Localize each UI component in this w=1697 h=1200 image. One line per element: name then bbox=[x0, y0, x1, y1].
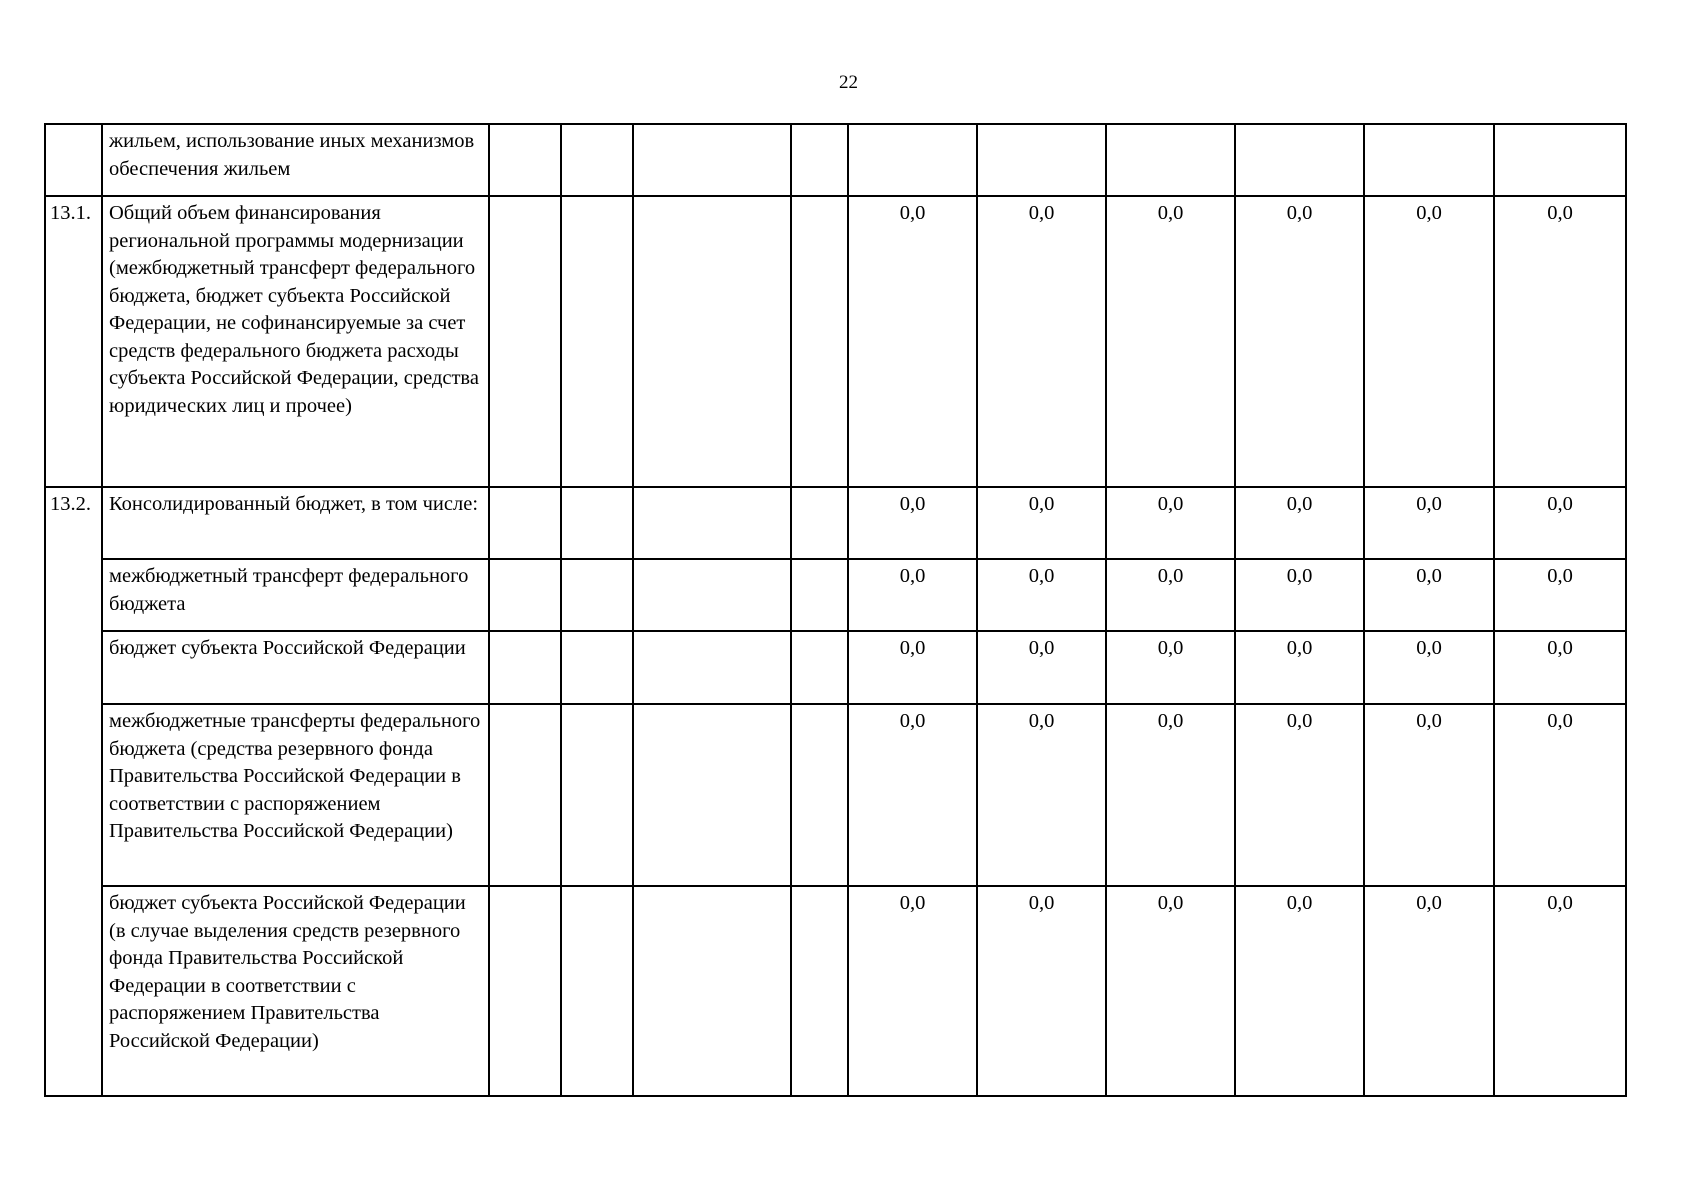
value-cell: 0,0 bbox=[1106, 631, 1235, 704]
value-cell: 0,0 bbox=[1235, 196, 1364, 487]
table-row bbox=[45, 631, 1626, 704]
empty-cell bbox=[489, 559, 561, 631]
value-cell bbox=[1364, 124, 1494, 196]
row-label-cell: бюджет субъекта Российской Федерации bbox=[102, 631, 489, 704]
row-label-cell: Общий объем финансирования региональной программы модернизации (межбюджетный трансферт федерального бюджета, бюджет субъекта Российской Федерации, не софинансируемые за счет средств федерального бюджета расходы субъекта Российской Федерации, средства юридических лиц и прочее) bbox=[102, 196, 489, 487]
empty-cell bbox=[489, 631, 561, 704]
row-number-cell bbox=[45, 124, 102, 196]
value-cell: 0,0 bbox=[977, 886, 1106, 1096]
table-row bbox=[45, 704, 1626, 886]
row-number-cell: 13.2. bbox=[45, 487, 102, 1096]
value-cell: 0,0 bbox=[1494, 704, 1626, 886]
value-cell: 0,0 bbox=[1494, 631, 1626, 704]
page-number: 22 bbox=[839, 72, 858, 93]
empty-cell bbox=[791, 124, 848, 196]
value-cell: 0,0 bbox=[1235, 704, 1364, 886]
value-cell: 0,0 bbox=[977, 487, 1106, 559]
value-cell bbox=[848, 124, 977, 196]
table-row bbox=[45, 124, 1626, 196]
table-row bbox=[45, 559, 1626, 631]
empty-cell bbox=[489, 196, 561, 487]
empty-cell bbox=[561, 196, 633, 487]
value-cell: 0,0 bbox=[848, 559, 977, 631]
empty-cell bbox=[791, 631, 848, 704]
value-cell: 0,0 bbox=[848, 487, 977, 559]
value-cell bbox=[977, 124, 1106, 196]
value-cell bbox=[1494, 124, 1626, 196]
value-cell: 0,0 bbox=[1106, 886, 1235, 1096]
empty-cell bbox=[561, 559, 633, 631]
empty-cell bbox=[633, 487, 791, 559]
row-label-cell: Консолидированный бюджет, в том числе: bbox=[102, 487, 489, 559]
empty-cell bbox=[561, 631, 633, 704]
value-cell: 0,0 bbox=[977, 196, 1106, 487]
value-cell: 0,0 bbox=[977, 631, 1106, 704]
value-cell: 0,0 bbox=[1364, 631, 1494, 704]
value-cell: 0,0 bbox=[848, 196, 977, 487]
financing-table bbox=[44, 123, 1627, 1097]
table-row bbox=[45, 196, 1626, 487]
row-label-cell: межбюджетные трансферты федерального бюджета (средства резервного фонда Правительства Российской Федерации в соответствии с распоряжением Правительства Российской Федерации) bbox=[102, 704, 489, 886]
value-cell: 0,0 bbox=[1106, 196, 1235, 487]
row-label-cell: бюджет субъекта Российской Федерации (в случае выделения средств резервного фонда Правительства Российской Федерации в соответствии с распоряжением Правительства Российской Федерации) bbox=[102, 886, 489, 1096]
value-cell: 0,0 bbox=[848, 886, 977, 1096]
value-cell: 0,0 bbox=[1106, 704, 1235, 886]
value-cell: 0,0 bbox=[1235, 886, 1364, 1096]
empty-cell bbox=[791, 559, 848, 631]
value-cell: 0,0 bbox=[1494, 487, 1626, 559]
empty-cell bbox=[633, 631, 791, 704]
value-cell: 0,0 bbox=[1364, 886, 1494, 1096]
value-cell: 0,0 bbox=[1106, 487, 1235, 559]
empty-cell bbox=[791, 886, 848, 1096]
value-cell: 0,0 bbox=[1235, 559, 1364, 631]
value-cell: 0,0 bbox=[848, 704, 977, 886]
empty-cell bbox=[489, 124, 561, 196]
empty-cell bbox=[791, 196, 848, 487]
value-cell: 0,0 bbox=[1494, 559, 1626, 631]
value-cell: 0,0 bbox=[1364, 196, 1494, 487]
value-cell: 0,0 bbox=[1364, 704, 1494, 886]
value-cell: 0,0 bbox=[848, 631, 977, 704]
value-cell: 0,0 bbox=[1494, 196, 1626, 487]
empty-cell bbox=[791, 487, 848, 559]
empty-cell bbox=[633, 704, 791, 886]
empty-cell bbox=[633, 124, 791, 196]
empty-cell bbox=[561, 886, 633, 1096]
empty-cell bbox=[489, 886, 561, 1096]
value-cell: 0,0 bbox=[1494, 886, 1626, 1096]
row-number-cell: 13.1. bbox=[45, 196, 102, 487]
table-row bbox=[45, 487, 1626, 559]
empty-cell bbox=[489, 704, 561, 886]
value-cell bbox=[1106, 124, 1235, 196]
value-cell: 0,0 bbox=[977, 559, 1106, 631]
row-label-cell: жильем, использование иных механизмов обеспечения жильем bbox=[102, 124, 489, 196]
table-row bbox=[45, 886, 1626, 1096]
empty-cell bbox=[633, 196, 791, 487]
value-cell bbox=[1235, 124, 1364, 196]
value-cell: 0,0 bbox=[1106, 559, 1235, 631]
empty-cell bbox=[489, 487, 561, 559]
value-cell: 0,0 bbox=[977, 704, 1106, 886]
empty-cell bbox=[633, 559, 791, 631]
row-label-cell: межбюджетный трансферт федерального бюджета bbox=[102, 559, 489, 631]
empty-cell bbox=[561, 704, 633, 886]
value-cell: 0,0 bbox=[1364, 487, 1494, 559]
value-cell: 0,0 bbox=[1364, 559, 1494, 631]
empty-cell bbox=[561, 487, 633, 559]
empty-cell bbox=[561, 124, 633, 196]
value-cell: 0,0 bbox=[1235, 631, 1364, 704]
value-cell: 0,0 bbox=[1235, 487, 1364, 559]
empty-cell bbox=[633, 886, 791, 1096]
empty-cell bbox=[791, 704, 848, 886]
